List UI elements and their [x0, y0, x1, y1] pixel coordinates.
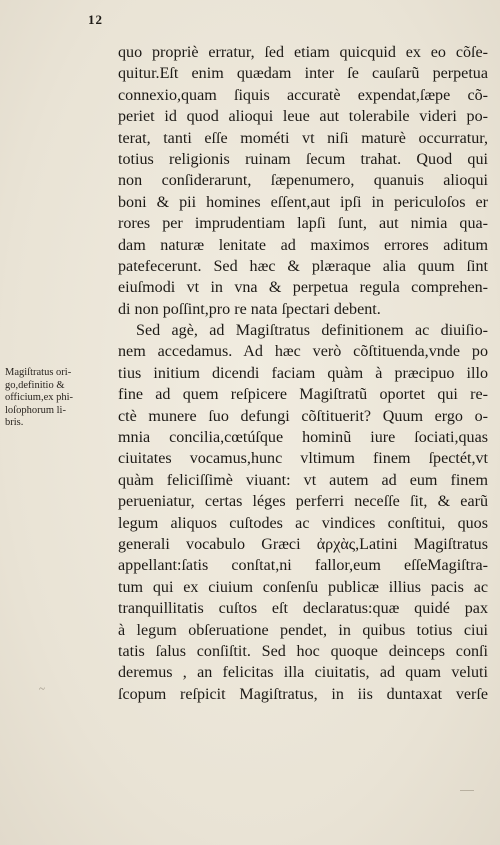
text-line: patefecerunt. Sed hæc & plæraque alia quum ſint — [118, 257, 488, 275]
text-line: Sed agè, ad Magiſtratus definitionem ac diuiſio- — [136, 322, 488, 340]
text-line: appellant:ſatis conſtat,ni fallor,eum eſſeMagiſtra- — [118, 557, 488, 575]
bottom-rule — [460, 790, 474, 791]
marginal-note-line: go,definitio & — [5, 379, 65, 391]
text-line: quàm feliciſſimè viuant: vt autem ad eum finem — [118, 471, 488, 489]
text-line: eiuſmodi vt in vna & perpetua regula comprehen- — [118, 279, 488, 297]
text-line: quo propriè erratur, ſed etiam quicquid ex eo cõſe- — [118, 44, 488, 61]
text-line: quitur.Eſt enim quædam inter ſe cauſarũ perpetua — [118, 65, 488, 83]
page-number: 12 — [88, 12, 103, 27]
text-line: deremus , an felicitas illa ciuitatis, ad quam veluti — [118, 664, 488, 682]
margin-mark: ~ — [39, 683, 45, 695]
marginal-note — [5, 367, 95, 430]
marginal-note-line: loſophorum li- — [5, 404, 66, 416]
text-line: tatis ſalus conſiſtit. Sed hoc quoque deinceps conſi — [118, 642, 488, 660]
text-line: tum qui ex ciuium conſenſu publicæ illius pacis ac — [118, 578, 488, 596]
text-line: dam naturæ lenitate ad maximos errores aditum — [118, 236, 488, 254]
marginal-note-line: Magiſtratus ori- — [5, 367, 72, 378]
marginal-note-line: officium,ex phi- — [5, 392, 74, 403]
text-line: à legum obſeruatione pendet, in quibus totius ciui — [118, 621, 488, 639]
text-line: tranquillitatis cuſtos eſt declaratus:quæ quidé pax — [118, 600, 488, 618]
text-line: tius initium dicendi faciam quàm à præcipuo illo — [118, 364, 488, 382]
text-line: ctè munere ſuo defungi cõſtituerit? Quum ergo o- — [118, 407, 488, 425]
body-text — [118, 42, 488, 705]
text-line: totius religionis ruinam ſecum trahat. Quod qui — [118, 150, 488, 168]
text-line: mnia concilia,cœtúſque hominũ iure ſociati,quas — [118, 429, 488, 447]
text-line: ciuitates vocamus,hunc vltimum finem ſpectét,vt — [118, 450, 488, 468]
text-line: ſcopum reſpicit Magiſtratus, in iis duntaxat verſe — [118, 685, 488, 703]
marginal-note-line: bris. — [5, 417, 24, 428]
text-line: connexio,quam ſiquis accuratè expendat,ſæpe cõ- — [118, 86, 488, 104]
text-line: non conſiderarunt, ſæpenumero, quanuis alioqui — [118, 172, 488, 190]
text-line: periet id quod alioqui leue aut tolerabile videri po- — [118, 108, 488, 126]
text-line: boni & pii homines eſſent,aut ipſi in periculoſos er — [118, 193, 488, 211]
text-line: legum aliquos cuſtodes ac vindices conſtitui, quos — [118, 514, 488, 532]
text-line: terat, tanti eſſe mométi vt niſi maturè occurratur, — [118, 129, 488, 147]
text-line: rores per imprudentiam lapſi ſunt, aut nimia qua- — [118, 215, 488, 233]
text-line: fine ad quem reſpicere Magiſtratũ oportet qui re- — [118, 386, 488, 404]
text-line: generali vocabulo Græci ἀρχὰς,Latini Magiſtratus — [118, 535, 488, 553]
text-line: di non poſſint,pro re nata ſpectari debent. — [118, 300, 381, 318]
text-line: nem accedamus. Ad hæc verò cõſtituenda,vnde po — [118, 343, 488, 361]
text-line: perueniatur, certas léges perferri neceſſe ſit, & earũ — [118, 493, 488, 511]
